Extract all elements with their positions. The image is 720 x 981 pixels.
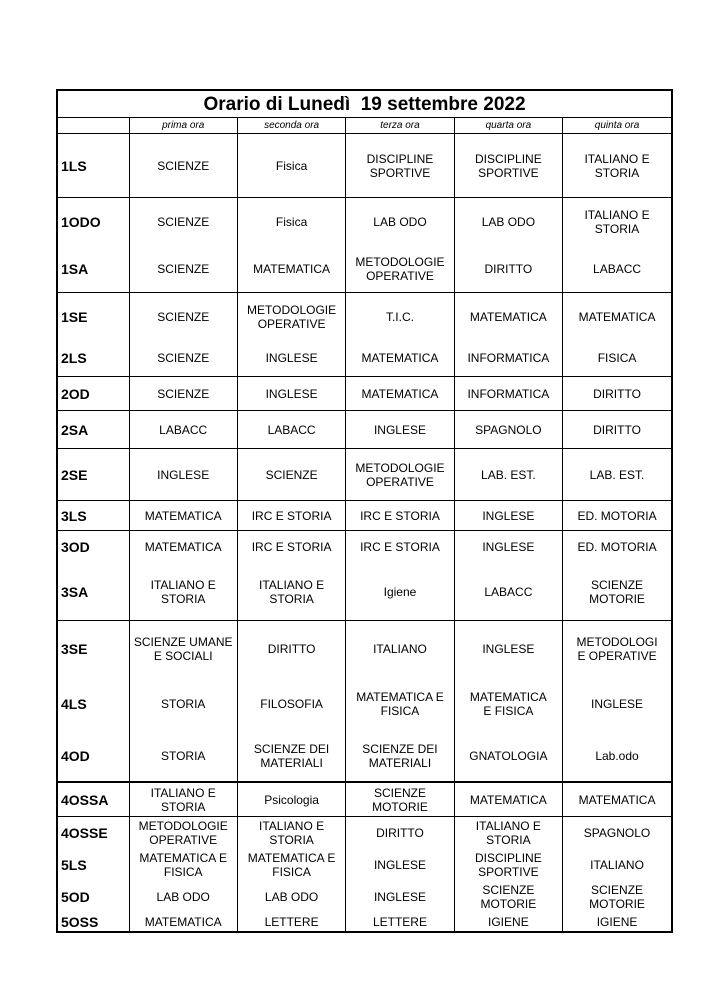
subject-cell: ITALIANO (346, 621, 454, 678)
subject-cell: ITALIANO E STORIA (237, 563, 345, 621)
subject-cell: METODOLOGIE OPERATIVE (129, 817, 237, 850)
subject-cell: Psicologia (237, 782, 345, 817)
subject-cell: IGIENE (454, 913, 562, 931)
subject-cell: FISICA (563, 340, 671, 377)
class-label: 4LS (61, 696, 87, 712)
subject-cell: INFORMATICA (454, 377, 562, 411)
subject-cell: LAB. EST. (454, 449, 562, 501)
subject-cell: ITALIANO E STORIA (563, 198, 671, 246)
subject-cell: METODOLOGIE OPERATIVE (237, 293, 345, 341)
subject-cell: MATEMATICA (346, 340, 454, 377)
subject-cell: INGLESE (346, 881, 454, 913)
subject-cell: METODOLOGIE OPERATIVE (346, 449, 454, 501)
subject-cell: DISCIPLINE SPORTIVE (454, 134, 562, 198)
table-row (58, 198, 671, 246)
subject-cell: MATEMATICA E FISICA (129, 849, 237, 881)
subject-cell: MATEMATICA (129, 913, 237, 931)
header-cell: prima ora (129, 118, 237, 134)
subject-cell: SCIENZE MOTORIE (563, 881, 671, 913)
subject-cell: INGLESE (454, 531, 562, 564)
subject-cell: SPAGNOLO (454, 411, 562, 449)
class-label: 1ODO (58, 198, 129, 246)
subject-cell: SCIENZE (129, 377, 237, 411)
class-label: 2SA (58, 411, 129, 449)
class-label: 3LS (58, 501, 129, 531)
table-row (58, 340, 671, 377)
subject-cell: ITALIANO E STORIA (563, 134, 671, 198)
subject-cell: SCIENZE (129, 134, 237, 198)
subject-cell: IGIENE (563, 913, 671, 931)
table-row (58, 563, 671, 621)
table-row (58, 501, 671, 531)
table-row (58, 731, 671, 782)
header-cell: quinta ora (563, 118, 671, 134)
subject-cell: SCIENZE DEI MATERIALI (346, 731, 454, 782)
subject-cell: SCIENZE (129, 198, 237, 246)
subject-cell: Fisica (237, 198, 345, 246)
subject-cell: T.I.C. (346, 293, 454, 341)
class-label: 5LS (61, 857, 87, 873)
table-row (58, 881, 671, 913)
subject-cell: DISCIPLINE SPORTIVE (454, 849, 562, 881)
subject-cell: SCIENZE MOTORIE (454, 881, 562, 913)
subject-cell: ITALIANO E STORIA (129, 563, 237, 621)
timetable-sheet (56, 89, 673, 933)
class-label: 3SA (61, 583, 89, 600)
subject-cell: SCIENZE (129, 293, 237, 341)
table-row (58, 293, 671, 341)
subject-cell: DIRITTO (563, 377, 671, 411)
subject-cell: LABACC (237, 411, 345, 449)
header-row (58, 118, 671, 134)
subject-cell: LETTERE (237, 913, 345, 931)
subject-cell: INGLESE (346, 849, 454, 881)
table-row (58, 411, 671, 449)
table-row (58, 531, 671, 564)
table-row (58, 449, 671, 501)
subject-cell: LAB ODO (454, 198, 562, 246)
subject-cell: STORIA (129, 731, 237, 782)
subject-cell: MATEMATICA (129, 531, 237, 564)
subject-cell: DIRITTO (454, 245, 562, 293)
subject-cell: DIRITTO (346, 817, 454, 850)
subject-cell: ITALIANO E STORIA (237, 817, 345, 850)
subject-cell: LABACC (454, 563, 562, 621)
subject-cell: LETTERE (346, 913, 454, 931)
class-label: 1LS (58, 134, 129, 198)
subject-cell: ED. MOTORIA (563, 531, 671, 564)
subject-cell: LAB. EST. (563, 449, 671, 501)
subject-cell: LAB ODO (346, 198, 454, 246)
subject-cell: DIRITTO (237, 621, 345, 678)
header-cell (58, 118, 129, 134)
header-cell: quarta ora (454, 118, 562, 134)
table-row (58, 245, 671, 293)
subject-cell: LABACC (563, 245, 671, 293)
subject-cell: METODOLOGI E OPERATIVE (563, 621, 671, 678)
class-label: 5OD (61, 889, 90, 905)
subject-cell: GNATOLOGIA (454, 731, 562, 782)
table-row (58, 913, 671, 931)
subject-cell: ED. MOTORIA (563, 501, 671, 531)
subject-cell: LABACC (129, 411, 237, 449)
subject-cell: ITALIANO E STORIA (129, 782, 237, 817)
subject-cell: INGLESE (129, 449, 237, 501)
subject-cell: INFORMATICA (454, 340, 562, 377)
subject-cell: Fisica (237, 134, 345, 198)
subject-cell: MATEMATICA (454, 293, 562, 341)
subject-cell: MATEMATICA (237, 245, 345, 293)
subject-cell: MATEMATICA (563, 293, 671, 341)
subject-cell: MATEMATICA E FISICA (237, 849, 345, 881)
subject-cell: DIRITTO (563, 411, 671, 449)
table-row (58, 134, 671, 198)
subject-cell: DISCIPLINE SPORTIVE (346, 134, 454, 198)
table-row (58, 377, 671, 411)
class-label: 1SE (58, 293, 129, 341)
subject-cell: MATEMATICA E FISICA (346, 677, 454, 731)
class-label: 2SE (58, 449, 129, 501)
subject-cell: SCIENZE DEI MATERIALI (237, 731, 345, 782)
class-label: 4OSSA (58, 782, 129, 817)
subject-cell: ITALIANO E STORIA (454, 817, 562, 850)
subject-cell: SCIENZE (129, 340, 237, 377)
header-cell: terza ora (346, 118, 454, 134)
class-label: 3OD (58, 531, 129, 564)
subject-cell: INGLESE (346, 411, 454, 449)
class-label: 4OSSE (58, 817, 129, 850)
subject-cell: INGLESE (237, 340, 345, 377)
class-label: 2LS (61, 350, 87, 366)
subject-cell: IRC E STORIA (237, 531, 345, 564)
class-label: 3SE (58, 621, 129, 678)
subject-cell: MATEMATICA (129, 501, 237, 531)
table-row (58, 849, 671, 881)
subject-cell: INGLESE (237, 377, 345, 411)
subject-cell: MATEMATICA (563, 782, 671, 817)
timetable (58, 118, 671, 931)
class-label: 5OSS (61, 914, 99, 930)
subject-cell: IRC E STORIA (346, 501, 454, 531)
page-title: Orario di Lunedì 19 settembre 2022 (58, 91, 671, 118)
subject-cell: SCIENZE MOTORIE (563, 563, 671, 621)
timetable-body (58, 134, 671, 932)
header-cell: seconda ora (237, 118, 345, 134)
subject-cell: MATEMATICA (346, 377, 454, 411)
subject-cell: MATEMATICA E FISICA (454, 677, 562, 731)
subject-cell: FILOSOFIA (237, 677, 345, 731)
table-row (58, 782, 671, 817)
class-label: 4OD (61, 748, 90, 764)
subject-cell: STORIA (129, 677, 237, 731)
table-row (58, 621, 671, 678)
class-label: 2OD (58, 377, 129, 411)
class-label: 1SA (61, 260, 89, 277)
subject-cell: Igiene (346, 563, 454, 621)
subject-cell: MATEMATICA (454, 782, 562, 817)
subject-cell: SCIENZE (129, 245, 237, 293)
subject-cell: SCIENZE MOTORIE (346, 782, 454, 817)
table-row (58, 817, 671, 850)
subject-cell: LAB ODO (129, 881, 237, 913)
subject-cell: INGLESE (454, 501, 562, 531)
subject-cell: SCIENZE (237, 449, 345, 501)
table-row (58, 677, 671, 731)
subject-cell: Lab.odo (563, 731, 671, 782)
subject-cell: SPAGNOLO (563, 817, 671, 850)
subject-cell: INGLESE (563, 677, 671, 731)
subject-cell: ITALIANO (563, 849, 671, 881)
subject-cell: IRC E STORIA (237, 501, 345, 531)
subject-cell: INGLESE (454, 621, 562, 678)
subject-cell: IRC E STORIA (346, 531, 454, 564)
subject-cell: METODOLOGIE OPERATIVE (346, 245, 454, 293)
subject-cell: LAB ODO (237, 881, 345, 913)
subject-cell: SCIENZE UMANE E SOCIALI (129, 621, 237, 678)
